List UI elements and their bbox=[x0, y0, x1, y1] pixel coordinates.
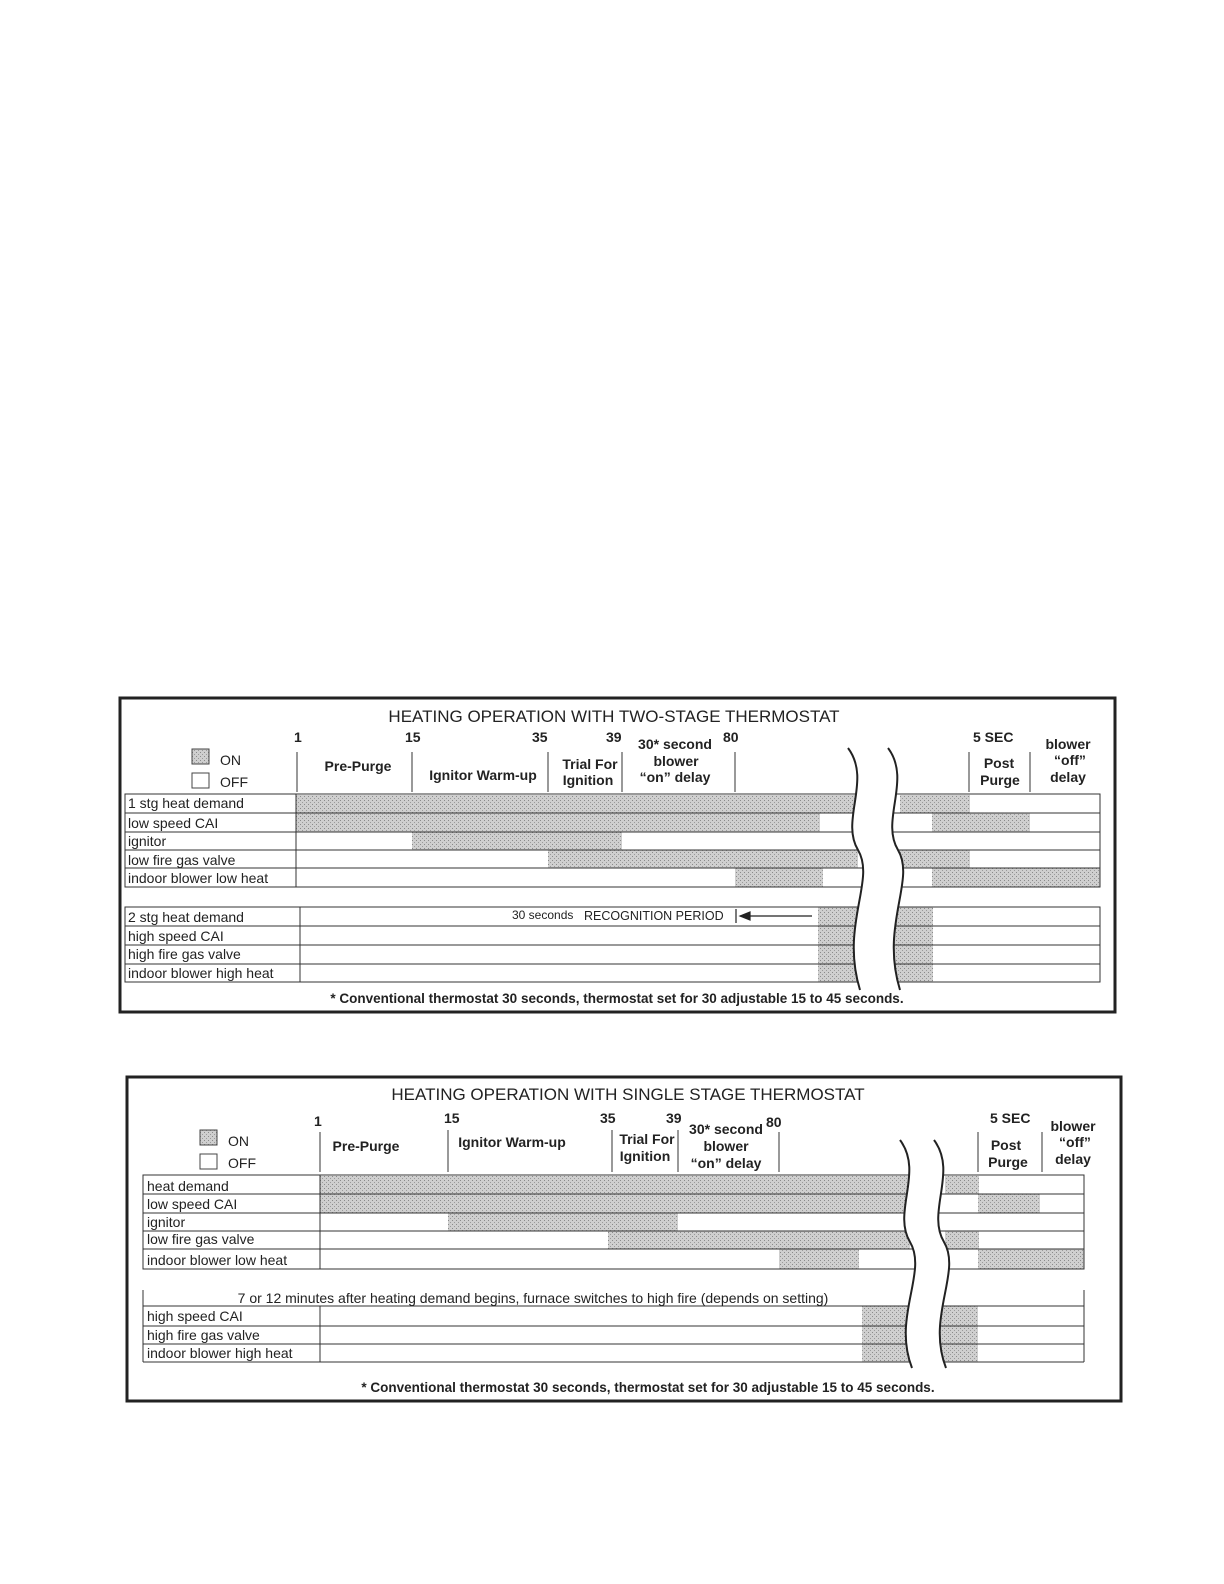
tick-1: 1 bbox=[294, 729, 302, 745]
legend-off-label: OFF bbox=[220, 774, 248, 790]
bar-low-cai-b bbox=[932, 813, 1030, 832]
phase-blower-on-line1: 30* second bbox=[638, 736, 712, 752]
row-label-indoor-blower-high-heat: indoor blower high heat bbox=[128, 965, 274, 981]
row-label-high-speed-cai: high speed CAI bbox=[128, 928, 224, 944]
phase-post-purge-line2: Purge bbox=[980, 772, 1020, 788]
tick-80-s: 80 bbox=[766, 1114, 782, 1130]
high-fire-switch-note: 7 or 12 minutes after heating demand begins, furnace switches to high fire (depends on setting) bbox=[237, 1290, 829, 1306]
recognition-arrow bbox=[736, 909, 812, 923]
phase-blower-off-line1-s: blower bbox=[1050, 1118, 1096, 1134]
bar-low-fire-gas-s-b bbox=[945, 1231, 979, 1249]
row-label-indoor-blower-low-heat: indoor blower low heat bbox=[128, 870, 269, 886]
row-label-indoor-blower-low-heat-s: indoor blower low heat bbox=[147, 1252, 288, 1268]
phase-trial-line2-s: Ignition bbox=[619, 1148, 671, 1164]
phase-blower-on-line3: “on” delay bbox=[639, 769, 711, 785]
tick-80: 80 bbox=[723, 729, 739, 745]
row-label-low-fire-gas-valve-s: low fire gas valve bbox=[147, 1231, 255, 1247]
legend-on-swatch bbox=[192, 749, 209, 764]
row-label-indoor-blower-high-heat-s: indoor blower high heat bbox=[147, 1345, 293, 1361]
bar-1stg-demand-b bbox=[900, 795, 970, 813]
phase-blower-off-line3-s: delay bbox=[1055, 1151, 1091, 1167]
bar-blower-low-a bbox=[735, 868, 823, 887]
legend-off-swatch bbox=[192, 773, 209, 788]
row-label-heat-demand-s: heat demand bbox=[147, 1178, 229, 1194]
row-label-high-fire-gas-valve-s: high fire gas valve bbox=[147, 1327, 260, 1343]
phase-blower-off-line3: delay bbox=[1050, 769, 1086, 785]
phase-blower-on-line3-s: “on” delay bbox=[690, 1155, 762, 1171]
tick-15: 15 bbox=[405, 729, 421, 745]
row-label-high-fire-gas-valve: high fire gas valve bbox=[128, 946, 241, 962]
row-label-high-speed-cai-s: high speed CAI bbox=[147, 1308, 243, 1324]
single-stage-footnote: * Conventional thermostat 30 seconds, thermostat set for 30 adjustable 15 to 45 seconds. bbox=[361, 1380, 935, 1395]
phase-blower-off-line2-s: “off” bbox=[1059, 1134, 1091, 1150]
bar-heat-demand-a bbox=[320, 1176, 910, 1194]
bar-low-fire-gas-a bbox=[548, 850, 858, 868]
phase-post-purge-line2-s: Purge bbox=[988, 1154, 1028, 1170]
bar-ignitor-s bbox=[448, 1213, 678, 1231]
two-stage-diagram bbox=[120, 698, 1115, 1012]
recognition-prefix: 30 seconds bbox=[512, 908, 574, 922]
phase-post-purge-line1-s: Post bbox=[990, 1137, 1022, 1153]
legend-off-swatch-2 bbox=[200, 1154, 217, 1169]
tick-39-s: 39 bbox=[666, 1110, 682, 1126]
phase-pre-purge: Pre-Purge bbox=[324, 758, 392, 774]
phase-blower-on-line2-s: blower bbox=[703, 1138, 749, 1154]
row-label-1stg-heat-demand: 1 stg heat demand bbox=[128, 795, 244, 811]
phase-trial-line1-s: Trial For bbox=[619, 1131, 675, 1147]
phase-ignitor-warmup-s: Ignitor Warm-up bbox=[458, 1134, 566, 1150]
row-label-low-speed-cai: low speed CAI bbox=[128, 815, 219, 831]
bar-low-fire-gas-b bbox=[900, 850, 970, 868]
legend-on-label-2: ON bbox=[228, 1133, 249, 1149]
row-label-low-speed-cai-s: low speed CAI bbox=[147, 1196, 238, 1212]
tick-5sec: 5 SEC bbox=[973, 729, 1014, 745]
bar-ignitor bbox=[412, 832, 622, 850]
single-stage-diagram bbox=[127, 1077, 1121, 1401]
two-stage-on-bars bbox=[296, 795, 1100, 982]
legend-on-label: ON bbox=[220, 752, 241, 768]
tick-35: 35 bbox=[532, 729, 548, 745]
bar-low-cai-s-b bbox=[978, 1194, 1040, 1213]
phase-trial-line2: Ignition bbox=[562, 772, 614, 788]
two-stage-title: HEATING OPERATION WITH TWO-STAGE THERMOSTAT bbox=[388, 707, 840, 726]
bar-low-cai-s-a bbox=[320, 1194, 910, 1213]
bar-low-fire-gas-s-a bbox=[608, 1231, 910, 1249]
bar-1stg-demand-a bbox=[296, 795, 858, 813]
two-stage-footnote: * Conventional thermostat 30 seconds, thermostat set for 30 adjustable 15 to 45 seconds. bbox=[330, 991, 904, 1006]
tick-35-s: 35 bbox=[600, 1110, 616, 1126]
bar-heat-demand-b bbox=[945, 1176, 979, 1194]
single-stage-title: HEATING OPERATION WITH SINGLE STAGE THERMOSTAT bbox=[391, 1085, 865, 1104]
bar-low-cai-a bbox=[296, 813, 820, 832]
bar-blower-low-b bbox=[932, 868, 1100, 887]
phase-blower-off-line2: “off” bbox=[1054, 752, 1086, 768]
row-label-2stg-heat-demand: 2 stg heat demand bbox=[128, 909, 244, 925]
row-label-ignitor-s: ignitor bbox=[147, 1214, 186, 1230]
phase-post-purge-line1: Post bbox=[983, 755, 1015, 771]
legend-on-swatch-2 bbox=[200, 1130, 217, 1145]
row-label-low-fire-gas-valve: low fire gas valve bbox=[128, 852, 236, 868]
bar-blower-low-s-b bbox=[978, 1249, 1084, 1269]
tick-1-s: 1 bbox=[314, 1113, 322, 1129]
recognition-label: RECOGNITION PERIOD bbox=[584, 909, 724, 923]
row-label-ignitor: ignitor bbox=[128, 833, 167, 849]
tick-5sec-s: 5 SEC bbox=[990, 1110, 1031, 1126]
phase-pre-purge-s: Pre-Purge bbox=[332, 1138, 400, 1154]
phase-blower-on-line1-s: 30* second bbox=[689, 1121, 763, 1137]
phase-trial-line1: Trial For bbox=[562, 756, 618, 772]
bar-blower-low-s-a bbox=[779, 1249, 859, 1269]
tick-39: 39 bbox=[606, 729, 622, 745]
phase-blower-on-line2: blower bbox=[653, 753, 699, 769]
phase-blower-off-line1: blower bbox=[1045, 736, 1091, 752]
legend-off-label-2: OFF bbox=[228, 1155, 256, 1171]
tick-15-s: 15 bbox=[444, 1110, 460, 1126]
phase-ignitor-warmup: Ignitor Warm-up bbox=[429, 767, 537, 783]
